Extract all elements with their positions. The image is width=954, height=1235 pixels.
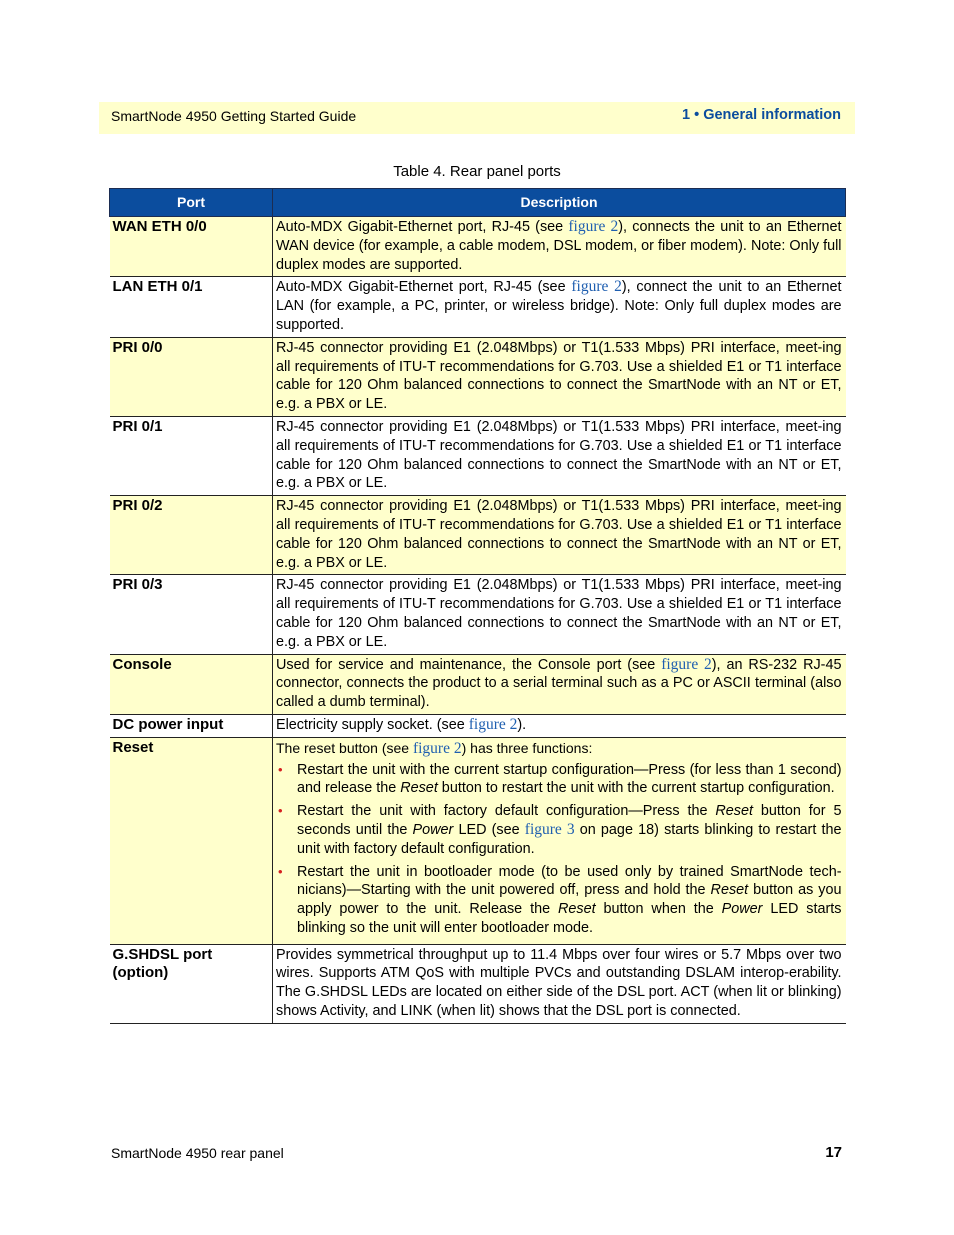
column-header-description: Description bbox=[273, 189, 846, 217]
port-description: RJ-45 connector providing E1 (2.048Mbps) or T1(1.533 Mbps) PRI interface, meet-ing all requirements of ITU-T recommendations for G.703. Use a shielded E1 or T1 interface cable for 120 Ohm balanced connections to connect the SmartNode with an NT or ET, e.g. a PBX or LE. bbox=[273, 575, 846, 654]
table-header-row bbox=[110, 189, 846, 217]
port-name: LAN ETH 0/1 bbox=[110, 277, 273, 337]
bullet-icon: • bbox=[278, 761, 283, 777]
port-description: RJ-45 connector providing E1 (2.048Mbps) or T1(1.533 Mbps) PRI interface, meet-ing all requirements of ITU-T recommendations for G.703. Use a shielded E1 or T1 interface cable for 120 Ohm balanced connections to connect the SmartNode with an NT or ET, e.g. a PBX or LE. bbox=[273, 337, 846, 416]
figure-link[interactable]: figure 2 bbox=[468, 715, 518, 733]
description-text: ), connects the unit to an Ethernet WAN device (for example, a cable modem, DSL modem, or fiber modem). Note: Only full duplex modes are supported. bbox=[276, 219, 842, 273]
running-header bbox=[99, 102, 855, 134]
table-row bbox=[110, 737, 846, 944]
figure-link[interactable]: figure 2 bbox=[571, 278, 622, 296]
description-text: ), an RS-232 RJ-45 connector, connects the product to a serial terminal such as a PC or ASCII terminal (also called a dumb terminal). bbox=[276, 656, 842, 711]
bullet-icon: • bbox=[278, 803, 283, 819]
figure-link[interactable]: figure 2 bbox=[661, 655, 712, 673]
column-header-port: Port bbox=[110, 189, 273, 217]
table-row bbox=[110, 217, 846, 277]
list-item bbox=[276, 761, 842, 799]
bullet-icon: • bbox=[278, 863, 283, 879]
port-description bbox=[273, 277, 846, 337]
figure-link[interactable]: figure 3 bbox=[524, 820, 575, 838]
table-row bbox=[110, 416, 846, 495]
description-text: ) has three functions: bbox=[461, 739, 593, 756]
port-description bbox=[273, 737, 846, 944]
port-description bbox=[273, 217, 846, 277]
figure-link[interactable]: figure 2 bbox=[412, 739, 462, 757]
table-row bbox=[110, 277, 846, 337]
guide-title: SmartNode 4950 Getting Started Guide bbox=[111, 108, 357, 124]
description-text: button to restart the unit with the current startup configuration. bbox=[437, 780, 835, 797]
port-name: PRI 0/1 bbox=[110, 416, 273, 495]
reset-intro bbox=[276, 739, 842, 759]
port-description: RJ-45 connector providing E1 (2.048Mbps) or T1(1.533 Mbps) PRI interface, meet-ing all requirements of ITU-T recommendations for G.703. Use a shielded E1 or T1 interface cable for 120 Ohm balanced connections to connect the SmartNode with an NT or ET, e.g. a PBX or LE. bbox=[273, 416, 846, 495]
description-text: LED starts blinking so the unit will enter bootloader mode. bbox=[297, 901, 842, 936]
port-name: PRI 0/0 bbox=[110, 337, 273, 416]
table-caption: Table 4. Rear panel ports bbox=[393, 163, 561, 180]
table-row bbox=[110, 944, 846, 1023]
emphasis-text: Reset bbox=[710, 882, 749, 899]
emphasis-text: Power bbox=[721, 901, 763, 918]
port-name: PRI 0/2 bbox=[110, 496, 273, 575]
port-name-line: G.SHDSL port bbox=[112, 945, 213, 963]
description-text: Restart the unit with factory default configuration—Press the bbox=[297, 803, 716, 820]
description-text: Auto-MDX Gigabit-Ethernet port, RJ-45 (see bbox=[276, 279, 572, 296]
port-description bbox=[273, 714, 846, 737]
chapter-title: 1 • General information bbox=[682, 107, 841, 123]
table-row bbox=[110, 654, 846, 714]
description-text: Restart the unit in bootloader mode (to be used only by trained SmartNode tech-nicians)—Starting with the unit powered off, press and hold the bbox=[297, 863, 842, 899]
description-text: LED (see bbox=[453, 821, 525, 838]
description-text: button for 5 seconds until the bbox=[297, 803, 842, 838]
description-text: Auto-MDX Gigabit-Ethernet port, RJ-45 (see bbox=[276, 219, 569, 235]
description-text: Used for service and maintenance, the Console port (see bbox=[276, 656, 662, 673]
emphasis-text: Power bbox=[412, 821, 454, 838]
port-name: Reset bbox=[110, 737, 273, 944]
description-text: Electricity supply socket. (see bbox=[276, 716, 469, 733]
emphasis-text: Reset bbox=[558, 901, 596, 918]
table-row bbox=[110, 575, 846, 654]
emphasis-text: Reset bbox=[400, 780, 438, 797]
description-text: Restart the unit with the current startup configuration—Press (for less than 1 second) and release the bbox=[297, 761, 842, 797]
port-name: DC power input bbox=[110, 714, 273, 737]
list-item bbox=[276, 802, 842, 858]
port-name bbox=[110, 944, 273, 1023]
description-text: button when the bbox=[595, 901, 722, 918]
port-name: WAN ETH 0/0 bbox=[110, 217, 273, 277]
rear-panel-ports-table bbox=[109, 188, 846, 1024]
port-name: PRI 0/3 bbox=[110, 575, 273, 654]
port-description: Provides symmetrical throughput up to 11.4 Mbps over four wires or 5.7 Mbps over two wires. Supports ATM QoS with multiple PVCs and outstanding DSLAM interop-erability. The G.SHDSL LEDs are located on either side of the DSL port. ACT (when lit or blinking) shows Activity, and LINK (when lit) shows that the DSL port is connected. bbox=[273, 944, 846, 1023]
reset-functions-list bbox=[276, 761, 842, 938]
description-text: ), connect the unit to an Ethernet LAN (for example, a PC, printer, or wireless bridge). Note: Only full duplex modes are supported. bbox=[276, 279, 842, 333]
table-row bbox=[110, 337, 846, 416]
port-description: RJ-45 connector providing E1 (2.048Mbps) or T1(1.533 Mbps) PRI interface, meet-ing all requirements of ITU-T recommendations for G.703. Use a shielded E1 or T1 interface cable for 120 Ohm balanced connections to connect the SmartNode with an NT or ET, e.g. a PBX or LE. bbox=[273, 496, 846, 575]
port-name-line: (option) bbox=[112, 964, 169, 982]
port-description bbox=[273, 654, 846, 714]
description-text: on page 18) starts blinking to restart the unit with factory default configuration. bbox=[297, 821, 842, 857]
port-name: Console bbox=[110, 654, 273, 714]
table-row bbox=[110, 496, 846, 575]
list-item bbox=[276, 863, 842, 938]
footer-section-title: SmartNode 4950 rear panel bbox=[111, 1145, 284, 1161]
emphasis-text: Reset bbox=[715, 803, 753, 820]
description-text: button as you apply power to the unit. Release the bbox=[297, 882, 842, 918]
figure-link[interactable]: figure 2 bbox=[568, 218, 619, 235]
description-text: ). bbox=[517, 716, 527, 733]
table-row bbox=[110, 714, 846, 737]
page-number: 17 bbox=[825, 1144, 842, 1161]
description-text: The reset button (see bbox=[276, 739, 413, 756]
